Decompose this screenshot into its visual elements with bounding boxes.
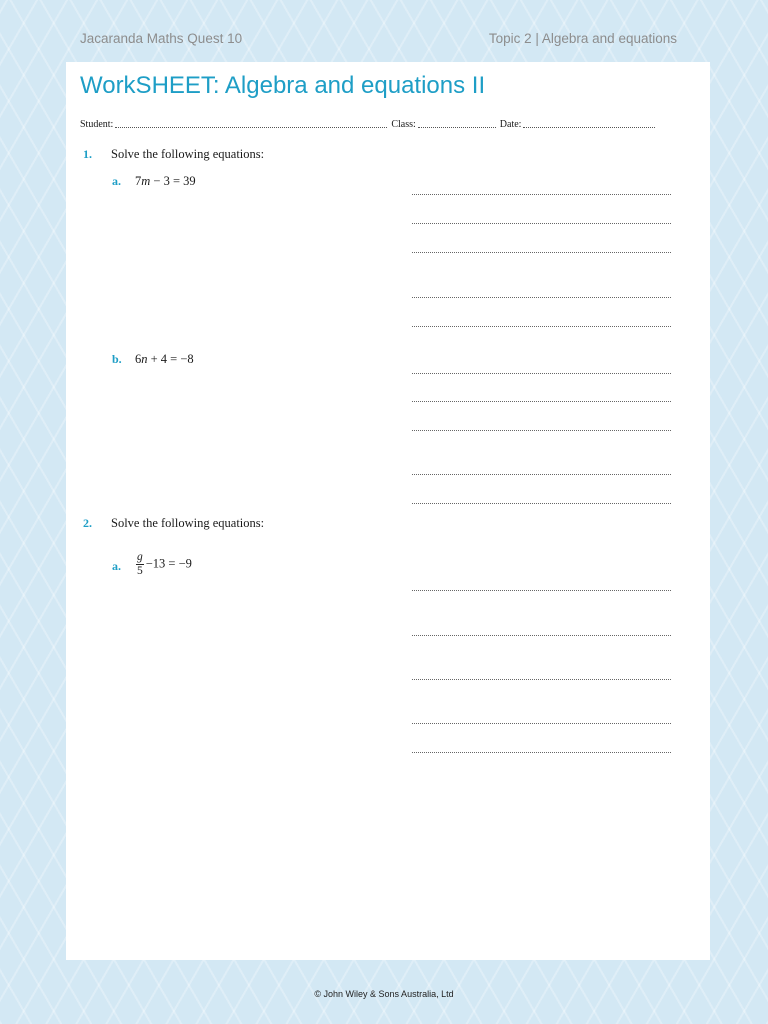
answer-line[interactable]	[412, 635, 671, 636]
answer-line[interactable]	[412, 723, 671, 724]
answer-line[interactable]	[412, 679, 671, 680]
answer-line[interactable]	[412, 590, 671, 591]
part-label: a.	[112, 174, 121, 188]
worksheet-title: WorkSHEET: Algebra and equations II	[80, 72, 486, 99]
date-field[interactable]	[523, 126, 655, 128]
student-name-field[interactable]	[115, 126, 387, 128]
answer-line[interactable]	[412, 752, 671, 753]
copyright-footer: © John Wiley & Sons Australia, Ltd	[314, 989, 454, 999]
part-label: b.	[112, 352, 122, 366]
question-prompt: Solve the following equations:	[111, 516, 265, 530]
answer-line[interactable]	[412, 194, 671, 195]
answer-line[interactable]	[412, 326, 671, 327]
answer-line[interactable]	[412, 297, 671, 298]
question-prompt: Solve the following equations:	[111, 147, 265, 161]
question-number: 1.	[83, 147, 92, 161]
equation-1b: 6n + 4 = −8	[135, 352, 194, 366]
answer-line[interactable]	[412, 373, 671, 374]
class-field[interactable]	[418, 126, 496, 128]
fraction: $\frac{g}{5}$	[137, 551, 143, 577]
answer-line[interactable]	[412, 252, 671, 253]
worksheet-page	[66, 62, 710, 960]
student-info-row	[80, 119, 676, 130]
answer-line[interactable]	[412, 223, 671, 224]
answer-line[interactable]	[412, 474, 671, 475]
part-label: a.	[112, 559, 121, 573]
question-number: 2.	[83, 516, 92, 530]
date-label: Date:	[499, 119, 522, 130]
answer-line[interactable]	[412, 430, 671, 431]
running-header-book: Jacaranda Maths Quest 10	[80, 31, 243, 46]
answer-line[interactable]	[412, 401, 671, 402]
equation-2a: $\frac{g}{5}$ −13 = −9	[137, 551, 192, 577]
running-header-topic: Topic 2 | Algebra and equations	[488, 31, 677, 46]
student-label: Student:	[80, 119, 114, 130]
equation-1a: 7m − 3 = 39	[135, 174, 196, 188]
answer-line[interactable]	[412, 503, 671, 504]
class-label: Class:	[391, 119, 416, 130]
